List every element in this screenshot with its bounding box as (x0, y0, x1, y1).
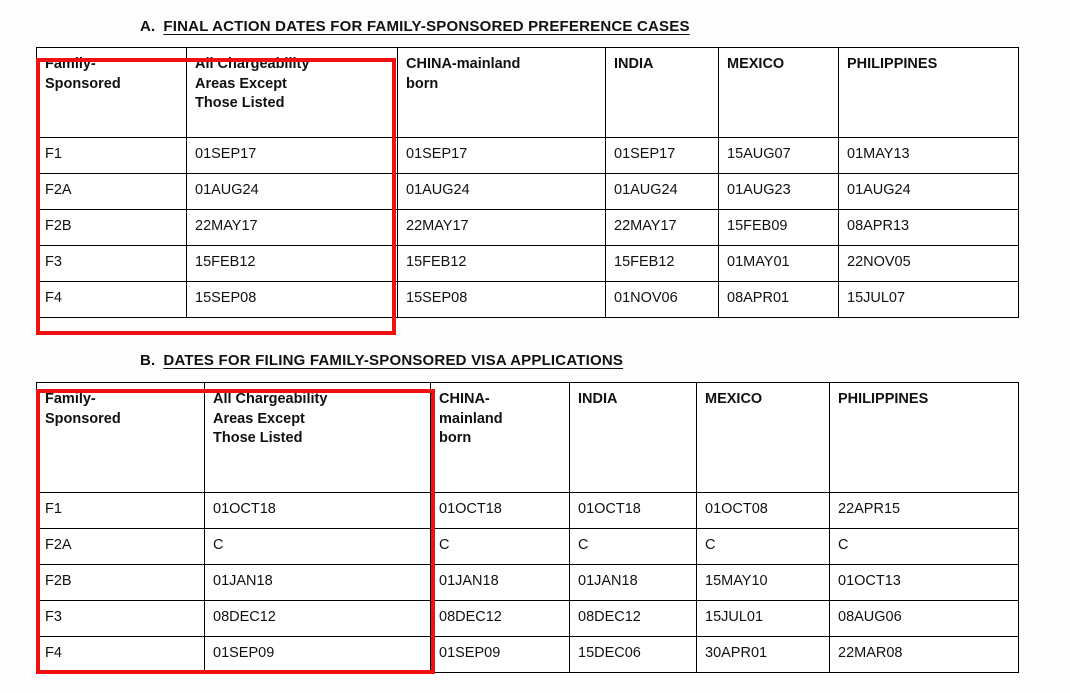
column-header-all-chargeability: All Chargeability Areas Except Those Listed (205, 383, 431, 493)
cell-india: 01SEP17 (606, 138, 719, 174)
section-dates-for-filing (0, 352, 1070, 673)
column-header-all-chargeability: All Chargeability Areas Except Those Listed (187, 48, 398, 138)
cell-philippines: 22NOV05 (839, 246, 1019, 282)
cell-china: 01OCT18 (431, 493, 570, 529)
column-header-china: CHINA-mainland born (398, 48, 606, 138)
cell-all-chargeability: 01SEP09 (205, 637, 431, 673)
section-final-action-dates (0, 18, 1070, 318)
cell-india: 01OCT18 (570, 493, 697, 529)
cell-mexico: 15MAY10 (697, 565, 830, 601)
cell-china: 15FEB12 (398, 246, 606, 282)
cell-mexico: 15JUL01 (697, 601, 830, 637)
cell-all-chargeability: 01OCT18 (205, 493, 431, 529)
cell-china: 01SEP09 (431, 637, 570, 673)
table-row (37, 282, 1019, 318)
cell-all-chargeability: 15SEP08 (187, 282, 398, 318)
cell-mexico: 30APR01 (697, 637, 830, 673)
cell-india: 22MAY17 (606, 210, 719, 246)
cell-china: 01JAN18 (431, 565, 570, 601)
cell-mexico: 15AUG07 (719, 138, 839, 174)
cell-all-chargeability: 08DEC12 (205, 601, 431, 637)
table-row (37, 138, 1019, 174)
cell-india: 01NOV06 (606, 282, 719, 318)
table-header-row (37, 48, 1019, 138)
cell-mexico: 01AUG23 (719, 174, 839, 210)
row-category: F4 (37, 637, 205, 673)
section-a-heading (0, 18, 1070, 35)
cell-philippines: 08APR13 (839, 210, 1019, 246)
cell-china: 15SEP08 (398, 282, 606, 318)
row-category: F2A (37, 529, 205, 565)
column-header-philippines: PHILIPPINES (830, 383, 1019, 493)
cell-philippines: C (830, 529, 1019, 565)
cell-india: 15FEB12 (606, 246, 719, 282)
cell-philippines: 01OCT13 (830, 565, 1019, 601)
cell-mexico: C (697, 529, 830, 565)
cell-all-chargeability: 01AUG24 (187, 174, 398, 210)
final-action-dates-table (36, 47, 1019, 318)
row-category: F1 (37, 493, 205, 529)
cell-all-chargeability: 01SEP17 (187, 138, 398, 174)
column-header-mexico: MEXICO (719, 48, 839, 138)
table-row (37, 210, 1019, 246)
cell-india: C (570, 529, 697, 565)
cell-all-chargeability: 15FEB12 (187, 246, 398, 282)
column-header-india: INDIA (606, 48, 719, 138)
row-category: F2A (37, 174, 187, 210)
cell-all-chargeability: 01JAN18 (205, 565, 431, 601)
cell-philippines: 01AUG24 (839, 174, 1019, 210)
cell-india: 08DEC12 (570, 601, 697, 637)
cell-india: 01JAN18 (570, 565, 697, 601)
cell-philippines: 08AUG06 (830, 601, 1019, 637)
column-header-family-sponsored: Family- Sponsored (37, 48, 187, 138)
cell-china: C (431, 529, 570, 565)
table-row (37, 246, 1019, 282)
row-category: F3 (37, 246, 187, 282)
cell-china: 01AUG24 (398, 174, 606, 210)
column-header-india: INDIA (570, 383, 697, 493)
section-b-letter: B. (140, 352, 156, 369)
cell-philippines: 22MAR08 (830, 637, 1019, 673)
column-header-china: CHINA- mainland born (431, 383, 570, 493)
cell-mexico: 08APR01 (719, 282, 839, 318)
table-row (37, 637, 1019, 673)
row-category: F2B (37, 565, 205, 601)
column-header-mexico: MEXICO (697, 383, 830, 493)
cell-india: 01AUG24 (606, 174, 719, 210)
cell-philippines: 22APR15 (830, 493, 1019, 529)
table-row (37, 565, 1019, 601)
cell-philippines: 01MAY13 (839, 138, 1019, 174)
table-row (37, 493, 1019, 529)
cell-mexico: 01OCT08 (697, 493, 830, 529)
table-row (37, 529, 1019, 565)
cell-philippines: 15JUL07 (839, 282, 1019, 318)
table-header-row (37, 383, 1019, 493)
section-b-heading (0, 352, 1070, 369)
column-header-family-sponsored: Family- Sponsored (37, 383, 205, 493)
cell-india: 15DEC06 (570, 637, 697, 673)
cell-all-chargeability: 22MAY17 (187, 210, 398, 246)
cell-mexico: 01MAY01 (719, 246, 839, 282)
row-category: F3 (37, 601, 205, 637)
row-category: F1 (37, 138, 187, 174)
cell-china: 08DEC12 (431, 601, 570, 637)
cell-mexico: 15FEB09 (719, 210, 839, 246)
cell-china: 01SEP17 (398, 138, 606, 174)
cell-all-chargeability: C (205, 529, 431, 565)
section-b-title: DATES FOR FILING FAMILY-SPONSORED VISA APPLICATIONS (163, 352, 624, 369)
row-category: F2B (37, 210, 187, 246)
cell-china: 22MAY17 (398, 210, 606, 246)
column-header-philippines: PHILIPPINES (839, 48, 1019, 138)
section-a-letter: A. (140, 18, 156, 35)
row-category: F4 (37, 282, 187, 318)
section-a-title: FINAL ACTION DATES FOR FAMILY-SPONSORED PREFERENCE CASES (163, 18, 690, 35)
dates-for-filing-table (36, 382, 1019, 673)
table-row (37, 601, 1019, 637)
table-row (37, 174, 1019, 210)
